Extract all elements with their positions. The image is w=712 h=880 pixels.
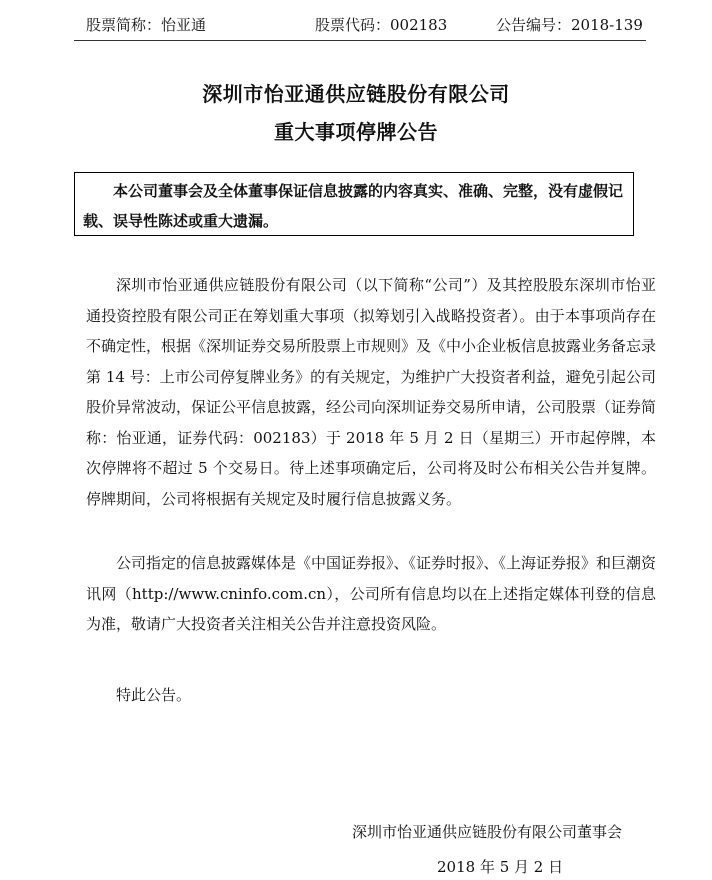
document-header (0, 14, 712, 38)
board-assurance-box: 本公司董事会及全体董事保证信息披露的内容真实、准确、完整，没有虚假记载、误导性陈述或重大遗漏。 (74, 172, 634, 236)
notice-number: 公告编号：2018-139 (496, 16, 643, 34)
body-paragraph-1: 深圳市怡亚通供应链股份有限公司（以下简称“公司”）及其控股股东深圳市怡亚通投资控股有限公司正在筹划重大事项（拟筹划引入战略投资者）。由于本事项尚存在不确定性，根据《深圳证券交易所股票上市规则》及《中小企业板信息披露业务备忘录第 14 号：上市公司停复牌业务》的有关规定，为维护广大投资者利益，避免引起公司股价异常波动，保证公平信息披露，经公司向深圳证券交易所申请，公司股票（证券简称：怡亚通，证券代码：002183）于 2018 年 5 月 2 日（星期三）开市起停牌，本次停牌将不超过 5 个交易日。待上述事项确定后，公司将及时公布相关公告并复牌。停牌期间，公司将根据有关规定及时履行信息披露义务。 (86, 276, 657, 508)
company-title: 深圳市怡亚通供应链股份有限公司 (202, 82, 510, 106)
stock-code: 股票代码：002183 (315, 16, 448, 34)
header-divider (74, 40, 646, 41)
closing-statement: 特此公告。 (116, 686, 192, 704)
signature-company: 深圳市怡亚通供应链股份有限公司董事会 (352, 823, 623, 841)
signature-date: 2018 年 5 月 2 日 (437, 858, 564, 876)
notice-subject-title: 重大事项停牌公告 (274, 120, 438, 144)
body-paragraph-2: 公司指定的信息披露媒体是《中国证券报》、《证券时报》、《上海证券报》和巨潮资讯网（http://www.cninfo.com.cn），公司所有信息均以在上述指定媒体刊登的信息为准，敬请广大投资者关注相关公告并注意投资风险。 (86, 554, 657, 633)
stock-name: 股票简称：怡亚通 (86, 16, 207, 34)
